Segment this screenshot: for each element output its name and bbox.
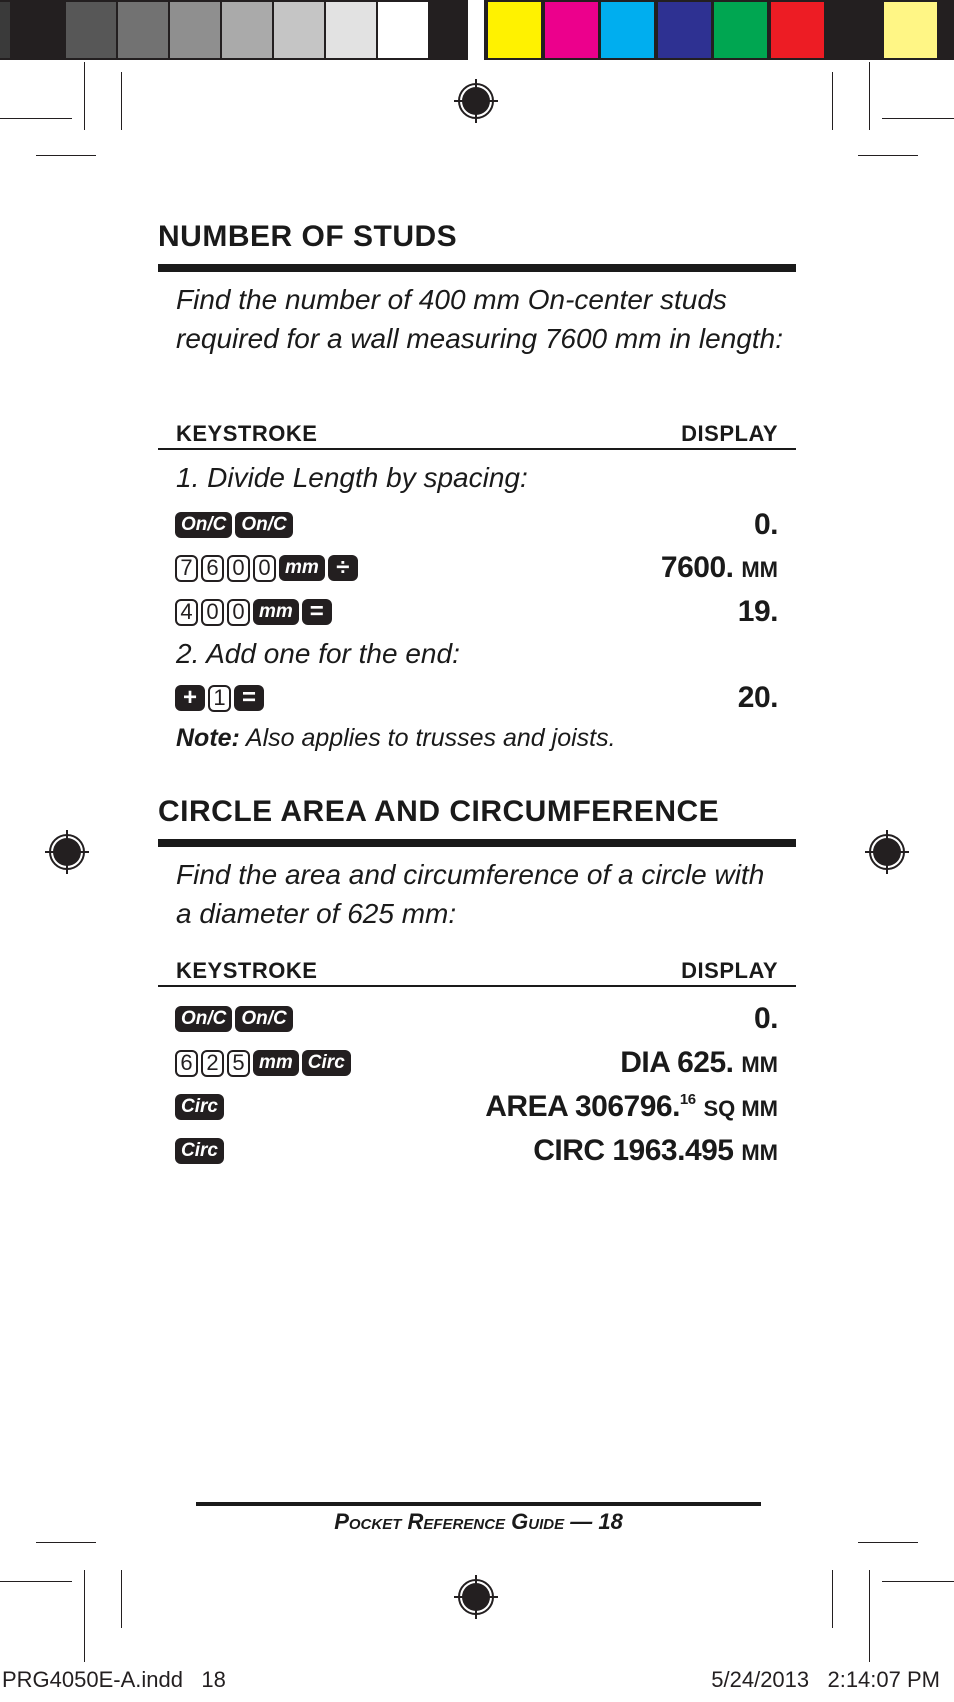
crop-mark [121, 1570, 122, 1628]
circ-key-icon: Circ [302, 1050, 351, 1076]
digit-key-icon: 0 [253, 555, 276, 582]
keystroke-header: KEYSTROKE [176, 421, 318, 446]
process-swatch [714, 2, 767, 58]
on-clear-key-icon: On/C [235, 512, 292, 538]
gray-swatch [0, 2, 10, 58]
display-value: 20. [737, 681, 778, 714]
page-footer: Pocket Reference Guide — 18 [334, 1509, 623, 1534]
gray-swatch [222, 2, 272, 58]
digit-key-icon: 2 [201, 1050, 224, 1077]
equals-key-icon: = [302, 599, 332, 625]
step-label: 2. Add one for the end: [176, 638, 460, 669]
registration-mark-icon [865, 830, 909, 874]
on-clear-key-icon: On/C [235, 1006, 292, 1032]
keystroke-row [175, 1004, 293, 1034]
note: Note: Also applies to trusses and joists. [176, 724, 616, 752]
section-intro: Find the number of 400 mm On-center studs required for a wall measuring 7600 mm in length: [176, 284, 783, 354]
section-title-number-of-studs: NUMBER OF STUDS [158, 220, 458, 253]
crop-mark [882, 118, 954, 119]
display-value: 7600. MM [660, 551, 778, 584]
keystroke-row [175, 553, 358, 583]
crop-mark [832, 72, 833, 130]
crop-mark [858, 155, 918, 156]
on-clear-key-icon: On/C [175, 512, 232, 538]
table-header-rule [158, 985, 796, 987]
digit-key-icon: 6 [201, 555, 224, 582]
circ-key-icon: Circ [175, 1138, 224, 1164]
digit-key-icon: 6 [175, 1050, 198, 1077]
digit-key-icon: 5 [227, 1050, 250, 1077]
mm-key-icon: mm [279, 555, 325, 581]
gray-swatch [378, 2, 428, 58]
display-value: 19. [737, 595, 778, 628]
table-header-rule [158, 448, 796, 450]
crop-mark [36, 155, 96, 156]
keystroke-row [175, 683, 264, 713]
crop-mark [121, 72, 122, 130]
process-swatch [884, 2, 937, 58]
slug-file-info: PRG4050E-A.indd 18 [2, 1667, 226, 1692]
display-header: DISPLAY [681, 958, 778, 983]
keystroke-row [175, 597, 332, 627]
keystroke-row [175, 1048, 351, 1078]
digit-key-icon: 0 [227, 555, 250, 582]
section-rule [158, 264, 796, 272]
registration-mark-icon [454, 79, 498, 123]
keystroke-row [175, 1136, 224, 1166]
registration-mark-icon [45, 830, 89, 874]
crop-mark [0, 1581, 72, 1582]
display-value: AREA 306796.16 SQ MM [485, 1090, 778, 1123]
mm-key-icon: mm [253, 1050, 299, 1076]
gray-swatch [118, 2, 168, 58]
digit-key-icon: 7 [175, 555, 198, 582]
crop-mark [36, 1542, 96, 1543]
mm-key-icon: mm [253, 599, 299, 625]
section-rule [158, 839, 796, 847]
crop-mark [0, 118, 72, 119]
process-swatch [601, 2, 654, 58]
crop-mark [882, 1581, 954, 1582]
crop-mark [832, 1570, 833, 1628]
display-header: DISPLAY [681, 421, 778, 446]
process-swatch [545, 2, 598, 58]
digit-key-icon: 0 [227, 599, 250, 626]
keystroke-row [175, 1092, 224, 1122]
process-swatch [827, 2, 880, 58]
gray-swatch [326, 2, 376, 58]
crop-mark [84, 1570, 85, 1662]
gray-swatch [66, 2, 116, 58]
registration-mark-icon [454, 1575, 498, 1619]
process-swatch [488, 2, 541, 58]
display-value: DIA 625. MM [620, 1046, 778, 1079]
slug-timestamp: 5/24/2013 2:14:07 PM [711, 1667, 940, 1692]
gray-swatch [170, 2, 220, 58]
digit-key-icon: 0 [201, 599, 224, 626]
gray-swatch [274, 2, 324, 58]
equals-key-icon: = [234, 685, 264, 711]
footer-rule [196, 1502, 761, 1506]
display-value: 0. [753, 508, 778, 541]
step-label: 1. Divide Length by spacing: [176, 462, 528, 493]
section-title-circle-area: CIRCLE AREA AND CIRCUMFERENCE [158, 795, 720, 828]
digit-key-icon: 4 [175, 599, 198, 626]
crop-mark [869, 1570, 870, 1662]
process-swatch [658, 2, 711, 58]
crop-mark [869, 62, 870, 130]
display-value: 0. [753, 1002, 778, 1035]
divide-key-icon: ÷ [328, 555, 358, 581]
process-swatch [771, 2, 824, 58]
keystroke-row [175, 510, 293, 540]
display-value: CIRC 1963.495 MM [533, 1134, 778, 1167]
crop-mark [84, 62, 85, 130]
plus-key-icon: + [175, 685, 205, 711]
keystroke-header: KEYSTROKE [176, 958, 318, 983]
digit-key-icon: 1 [208, 685, 231, 712]
circ-key-icon: Circ [175, 1094, 224, 1120]
crop-mark [858, 1542, 918, 1543]
on-clear-key-icon: On/C [175, 1006, 232, 1032]
section-intro: Find the area and circumference of a circle with a diameter of 625 mm: [176, 859, 765, 929]
